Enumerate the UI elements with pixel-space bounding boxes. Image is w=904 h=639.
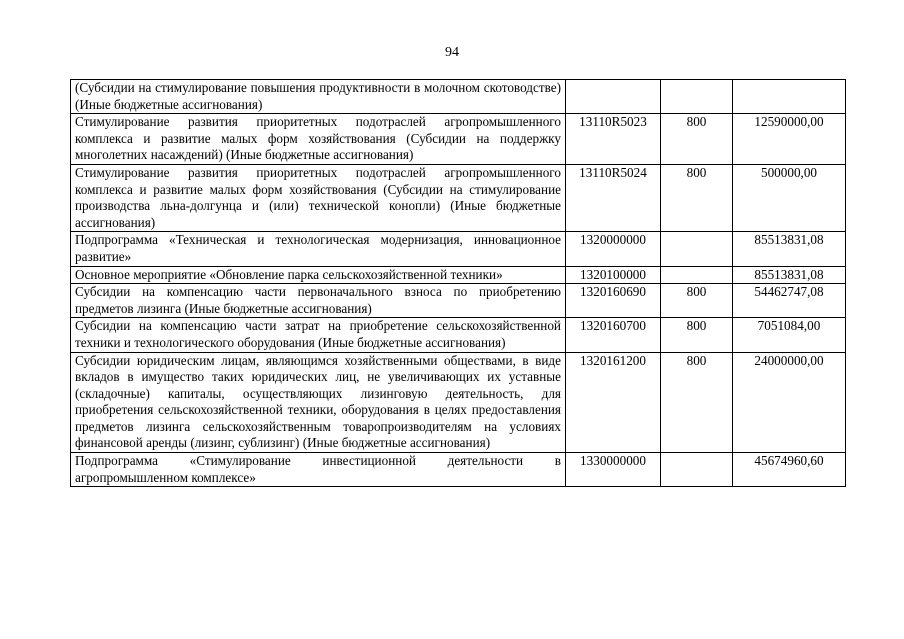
table-row xyxy=(71,114,846,165)
row-amount: 24000000,00 xyxy=(733,352,846,453)
row-code xyxy=(566,80,661,114)
row-amount: 54462747,08 xyxy=(733,284,846,318)
row-description: Стимулирование развития приоритетных подотраслей агропромышленного комплекса и развитие малых форм хозяйствования (Субсидии на поддержку многолетних насаждений) (Иные бюджетные ассигнования) xyxy=(71,114,566,165)
table-row xyxy=(71,80,846,114)
table-row xyxy=(71,284,846,318)
budget-table xyxy=(70,79,846,487)
row-code: 1330000000 xyxy=(566,453,661,487)
row-code: 1320161200 xyxy=(566,352,661,453)
row-expense-type xyxy=(661,453,733,487)
row-amount: 500000,00 xyxy=(733,164,846,231)
row-amount: 85513831,08 xyxy=(733,266,846,284)
row-description: Субсидии на компенсацию части затрат на приобретение сельскохозяйственной техники и технологического оборудования (Иные бюджетные ассигнования) xyxy=(71,318,566,352)
row-expense-type: 800 xyxy=(661,284,733,318)
row-expense-type: 800 xyxy=(661,318,733,352)
row-description: Подпрограмма «Техническая и технологическая модернизация, инновационное развитие» xyxy=(71,232,566,266)
row-code: 13110R5024 xyxy=(566,164,661,231)
table-row xyxy=(71,266,846,284)
row-description: Основное мероприятие «Обновление парка сельскохозяйственной техники» xyxy=(71,266,566,284)
row-expense-type: 800 xyxy=(661,352,733,453)
row-amount xyxy=(733,80,846,114)
row-code: 1320160700 xyxy=(566,318,661,352)
table-row xyxy=(71,352,846,453)
row-expense-type xyxy=(661,266,733,284)
row-description: (Субсидии на стимулирование повышения продуктивности в молочном скотоводстве) (Иные бюджетные ассигнования) xyxy=(71,80,566,114)
row-amount: 12590000,00 xyxy=(733,114,846,165)
row-description: Подпрограмма «Стимулирование инвестиционной деятельности в агропромышленном комплексе» xyxy=(71,453,566,487)
row-code: 1320000000 xyxy=(566,232,661,266)
row-expense-type: 800 xyxy=(661,164,733,231)
row-amount: 45674960,60 xyxy=(733,453,846,487)
page-number: 94 xyxy=(445,45,459,60)
row-code: 13110R5023 xyxy=(566,114,661,165)
table-row xyxy=(71,164,846,231)
row-code: 1320160690 xyxy=(566,284,661,318)
row-description: Субсидии на компенсацию части первоначального взноса по приобретению предметов лизинга (Иные бюджетные ассигнования) xyxy=(71,284,566,318)
row-expense-type: 800 xyxy=(661,114,733,165)
row-description: Субсидии юридическим лицам, являющимся хозяйственными обществами, в виде вкладов в имущество таких юридических лиц, не увеличивающих их уставные (складочные) капиталы, осуществляющих лизинговую деятельность, для приобретения сельскохозяйственной техники, оборудования в целях предоставления предметов лизинга сельскохозяйственным товаропроизводителям на условиях финансовой аренды (лизинг, сублизинг) (Иные бюджетные ассигнования) xyxy=(71,352,566,453)
table-row xyxy=(71,232,846,266)
table-row xyxy=(71,453,846,487)
budget-table-body xyxy=(71,80,846,487)
row-expense-type xyxy=(661,80,733,114)
row-code: 1320100000 xyxy=(566,266,661,284)
row-amount: 85513831,08 xyxy=(733,232,846,266)
table-row xyxy=(71,318,846,352)
row-description: Стимулирование развития приоритетных подотраслей агропромышленного комплекса и развитие малых форм хозяйствования (Субсидии на стимулирование производства льна-долгунца и (или) технической конопли) (Иные бюджетные ассигнования) xyxy=(71,164,566,231)
row-expense-type xyxy=(661,232,733,266)
row-amount: 7051084,00 xyxy=(733,318,846,352)
